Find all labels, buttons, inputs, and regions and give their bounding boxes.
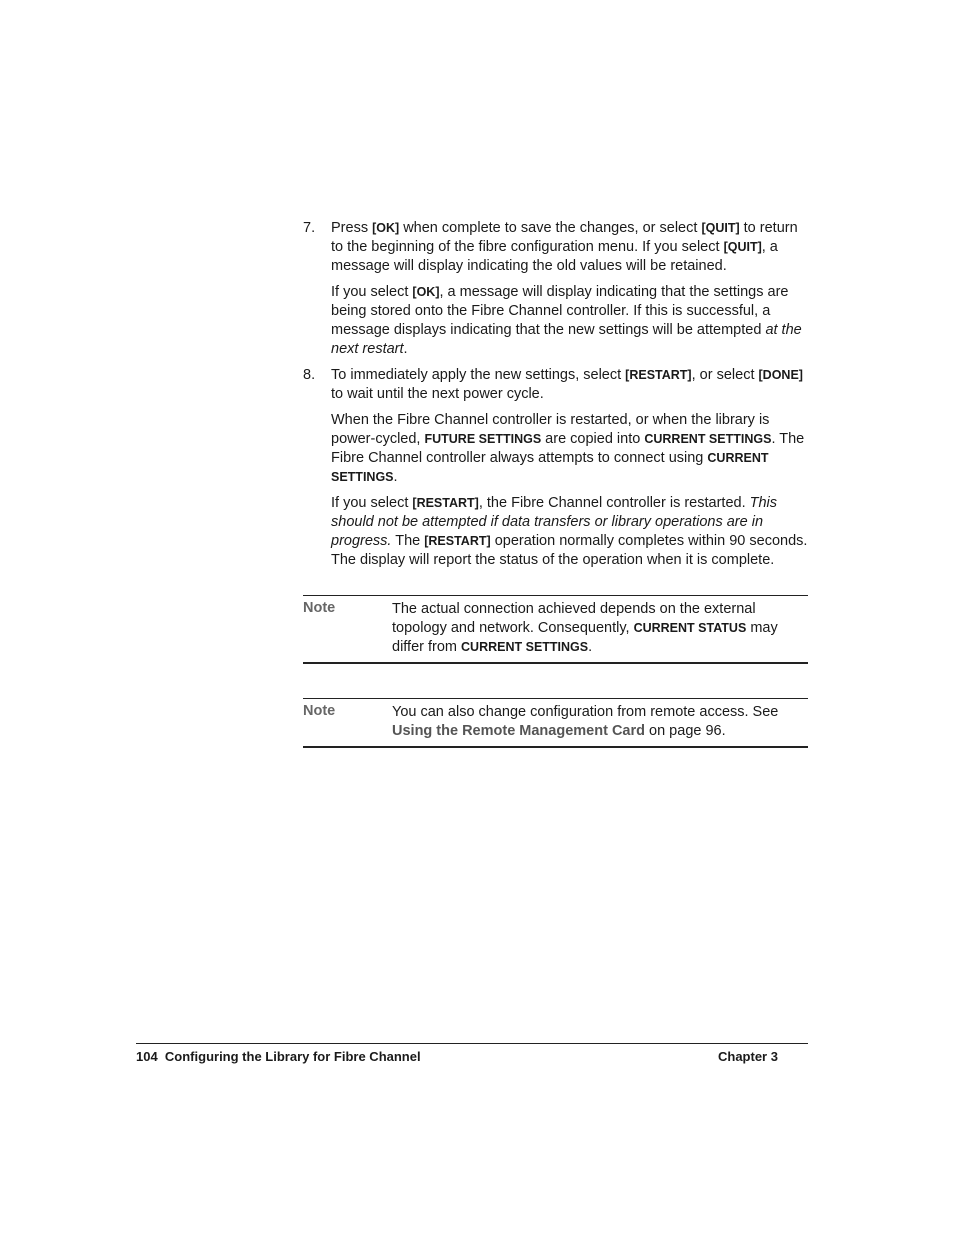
- note-label: Note: [303, 600, 336, 616]
- text-run: If you select: [331, 284, 413, 300]
- cross-reference-link[interactable]: Using the Remote Management Card: [392, 723, 645, 739]
- step-8-paragraph-3: [331, 494, 808, 570]
- footer-page-and-chapter-title: 104 Configuring the Library for Fibre Channel: [136, 1049, 421, 1064]
- text-run: are copied into: [541, 431, 645, 447]
- step-8-paragraph-1: [331, 366, 808, 404]
- step-7-paragraph-1: [331, 219, 808, 276]
- note-top-divider: [303, 595, 808, 596]
- quit-key: [QUIT]: [723, 240, 762, 254]
- note-bottom-divider: [303, 746, 808, 748]
- text-run: , or select: [691, 367, 759, 383]
- step-7: [303, 219, 808, 276]
- text-run: The: [391, 533, 425, 549]
- text-run: on page 96.: [645, 723, 726, 739]
- text-run: The actual connection achieved depends on the external topology and network. Consequently,: [392, 601, 756, 636]
- text-run: .: [403, 341, 408, 357]
- step-7-paragraph-2: [331, 283, 808, 359]
- note-text: [392, 600, 808, 657]
- emphasis-text: This should not be attempted if data transfers or library operations are in progress.: [331, 495, 778, 549]
- text-run: operation normally completes within 90 seconds. The display will report the status of the operation when it is complete.: [331, 533, 808, 568]
- restart-key: [RESTART]: [412, 496, 479, 510]
- note-bottom-divider: [303, 662, 808, 664]
- text-run: When the Fibre Channel controller is restarted, or when the library is power-cycled,: [331, 412, 770, 447]
- footer-chapter: Chapter 3: [718, 1049, 778, 1064]
- note-top-divider: [303, 698, 808, 699]
- step-8-paragraph-2: [331, 411, 808, 487]
- current-settings-term: CURRENT SETTINGS: [644, 432, 772, 446]
- text-run: , a message will display indicating that the settings are being stored onto the Fibre Channel controller. If this is successful, a message displays indicating that the new settings will be attempted: [331, 284, 789, 338]
- text-run: .: [393, 469, 398, 485]
- restart-key: [RESTART]: [625, 368, 692, 382]
- done-key: [DONE]: [758, 368, 803, 382]
- emphasis-text: at the next restart: [331, 322, 802, 357]
- current-status-term: CURRENT STATUS: [633, 621, 747, 635]
- text-run: You can also change configuration from remote access. See: [392, 704, 779, 720]
- text-run: To immediately apply the new settings, select: [331, 367, 626, 383]
- text-run: when complete to save the changes, or select: [399, 220, 702, 236]
- text-run: to return to the beginning of the fibre configuration menu. If you select: [331, 220, 798, 255]
- text-run: .: [588, 639, 593, 655]
- current-settings-term: CURRENT SETTINGS: [331, 451, 769, 484]
- footer-divider: [136, 1043, 808, 1044]
- text-run: Press: [331, 220, 373, 236]
- restart-key: [RESTART]: [424, 534, 491, 548]
- step-number: 8.: [303, 367, 316, 383]
- step-8: [303, 366, 808, 404]
- text-run: may differ from: [392, 620, 778, 655]
- step-number: 7.: [303, 220, 316, 236]
- text-run: If you select: [331, 495, 413, 511]
- note-label: Note: [303, 703, 336, 719]
- current-settings-term: CURRENT SETTINGS: [461, 640, 589, 654]
- text-run: . The Fibre Channel controller always attempts to connect using: [331, 431, 805, 466]
- future-settings-term: FUTURE SETTINGS: [424, 432, 542, 446]
- note-text: [392, 703, 808, 741]
- text-run: , a message will display indicating the old values will be retained.: [331, 239, 778, 274]
- text-run: , the Fibre Channel controller is restarted.: [478, 495, 750, 511]
- text-run: to wait until the next power cycle.: [331, 386, 544, 402]
- quit-key: [QUIT]: [701, 221, 740, 235]
- ok-key: [OK]: [412, 285, 440, 299]
- ok-key: [OK]: [372, 221, 400, 235]
